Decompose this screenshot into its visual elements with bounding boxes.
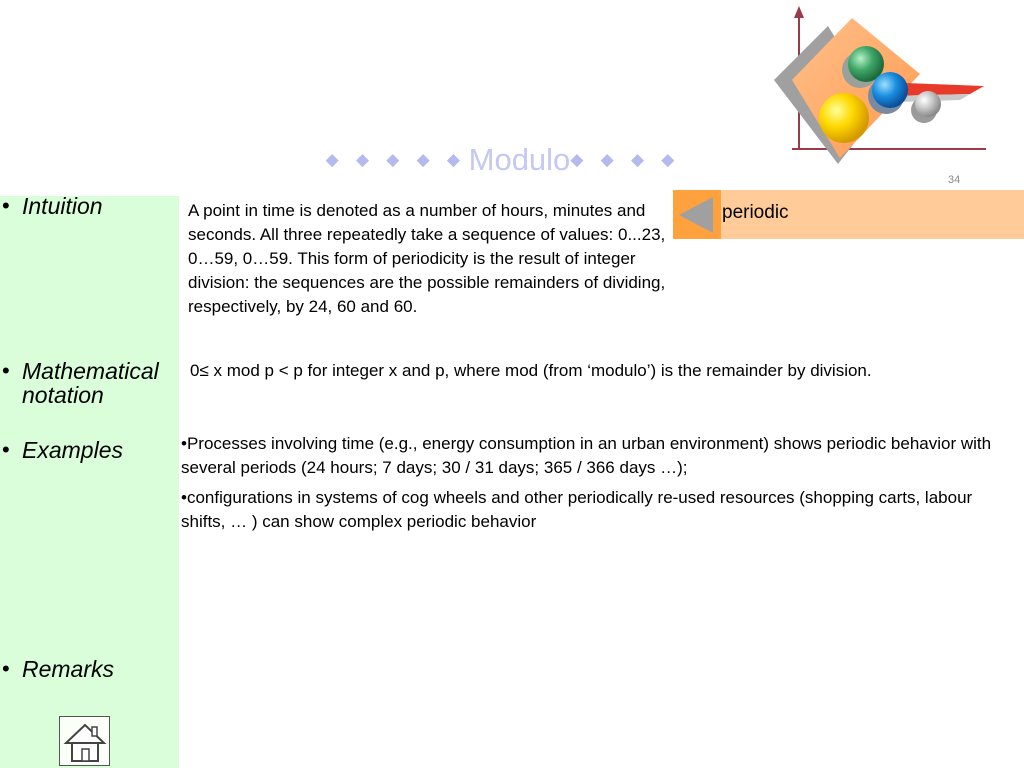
example-item: •Processes involving time (e.g., energy consumption in an urban environment) shows periodic behavior with several periods (24 hours; 7 days; 30 / 31 days; 365 / 366 days …); — [181, 434, 992, 477]
sidebar-item-label: Intuition — [22, 193, 103, 219]
page-number: 34 — [948, 174, 961, 186]
diamond-icon: ◆ — [600, 150, 614, 169]
home-button[interactable] — [59, 716, 110, 766]
back-button[interactable] — [673, 190, 721, 239]
bullet: • — [2, 358, 10, 383]
home-icon — [62, 719, 108, 764]
left-arrow-icon — [677, 195, 717, 235]
diamond-icon: ◆ — [325, 150, 339, 169]
diamond-icon: ◆ — [661, 150, 675, 169]
intuition-text: A point in time is denoted as a number of hours, minutes and seconds. All three repeatedly take a sequence of values: 0...23, 0…59, 0…59. This form of periodicity is the result of integer division: the sequences are the possible remainders of dividing, respectively, by 24, 60 and 60. — [188, 201, 666, 316]
example-item: •configurations in systems of cog wheels and other periodically re-used resources (shopping carts, labour shifts, … ) can show complex periodic behavior — [181, 488, 973, 531]
bullet: • — [2, 656, 10, 681]
diamond-icon: ◆ — [446, 150, 460, 169]
diamond-icon: ◆ — [570, 150, 584, 169]
bullet: • — [2, 437, 10, 462]
chart-spheres-logo — [770, 4, 990, 170]
slide-title — [300, 140, 700, 180]
sidebar-item-label: Remarks — [22, 656, 115, 682]
diamond-icon: ◆ — [386, 150, 400, 169]
sidebar — [0, 193, 179, 768]
sidebar-item-label: Examples — [22, 437, 123, 463]
bullet: • — [2, 193, 10, 218]
diamond-icon: ◆ — [416, 150, 430, 169]
title-text: Modulo — [468, 142, 571, 177]
diamond-icon: ◆ — [630, 150, 645, 169]
topic-label: periodic — [722, 202, 789, 223]
notation-text: 0≤ x mod p < p for integer x and p, where mod (from ‘modulo’) is the remainder by division. — [190, 361, 872, 380]
diamond-icon: ◆ — [355, 150, 370, 169]
sidebar-item-label: Mathematical notation — [22, 358, 159, 408]
